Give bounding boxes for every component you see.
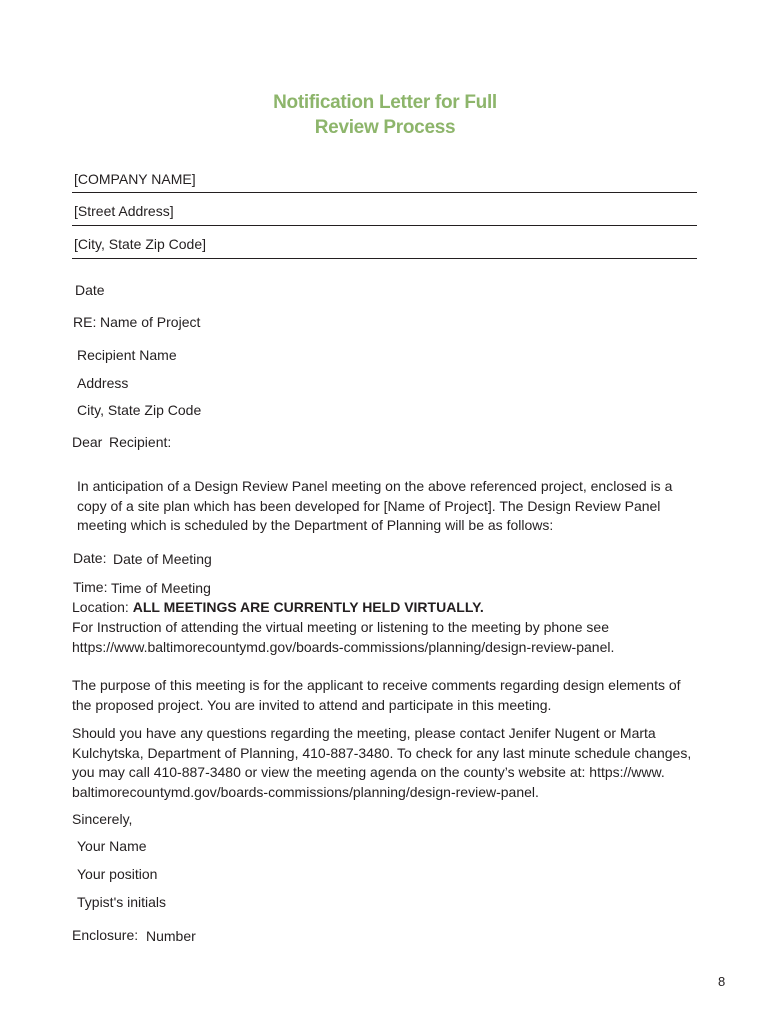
location-value: ALL MEETINGS ARE CURRENTLY HELD VIRTUALLY. <box>132 599 484 615</box>
meeting-date-label: Date: <box>73 550 107 566</box>
instructions-link[interactable]: https://www.baltimorecountymd.gov/boards-commissions/planning/design-review-panel. <box>72 638 615 655</box>
salutation-recipient-field[interactable]: Recipient: <box>109 434 172 450</box>
purpose-line: the proposed project. You are invited to attend and participate in this meeting. <box>72 696 552 713</box>
contact-paragraph <box>72 724 712 802</box>
re-label: RE: <box>73 314 97 330</box>
purpose-paragraph <box>72 676 712 715</box>
contact-line: Kulchytska, Department of Planning, 410-887-3480. To check for any last minute schedule changes, <box>72 744 692 761</box>
city-state-zip-rule <box>72 258 697 259</box>
signature-name-field[interactable]: Your Name <box>77 838 147 854</box>
meeting-instructions <box>72 618 712 657</box>
location-label: Location: <box>72 599 129 615</box>
intro-line: meeting which is scheduled by the Department of Planning will be as follows: <box>77 517 554 533</box>
meeting-date-field[interactable]: Date of Meeting <box>113 551 212 567</box>
recipient-address-field[interactable]: Address <box>77 375 129 391</box>
closing: Sincerely, <box>72 811 133 827</box>
contact-line: baltimorecountymd.gov/boards-commissions/planning/design-review-panel. <box>72 783 539 800</box>
signature-position-field[interactable]: Your position <box>77 866 158 882</box>
company-name-rule <box>72 192 697 193</box>
intro-paragraph <box>77 477 687 536</box>
city-state-zip-field[interactable]: [City, State Zip Code] <box>74 236 207 252</box>
company-name-field[interactable]: [COMPANY NAME] <box>74 171 196 187</box>
typist-initials-field[interactable]: Typist's initials <box>77 894 167 910</box>
intro-line: copy of a site plan which has been developed for [Name of Project]. The Design Review Panel <box>77 497 661 514</box>
meeting-time-label: Time: <box>73 579 108 595</box>
title-line-2: Review Process <box>314 117 456 138</box>
contact-line: Should you have any questions regarding the meeting, please contact Jenifer Nugent or Marta <box>72 725 656 741</box>
street-address-field[interactable]: [Street Address] <box>74 203 174 219</box>
title-line-1: Notification Letter for Full <box>273 92 497 113</box>
purpose-line: The purpose of this meeting is for the applicant to receive comments regarding design elements of <box>72 677 681 693</box>
page-number: 8 <box>718 974 726 989</box>
enclosure-label: Enclosure: <box>72 927 139 943</box>
enclosure-number-field[interactable]: Number <box>146 928 196 944</box>
date-field[interactable]: Date <box>75 282 105 298</box>
meeting-time-field[interactable]: Time of Meeting <box>111 580 211 596</box>
street-address-rule <box>72 225 697 226</box>
recipient-name-field[interactable]: Recipient Name <box>77 347 177 363</box>
intro-line: In anticipation of a Design Review Panel meeting on the above referenced project, enclosed is a <box>77 478 673 494</box>
contact-line: you may call 410-887-3480 or view the meeting agenda on the county’s website at: https://www. <box>72 764 665 780</box>
recipient-city-field[interactable]: City, State Zip Code <box>77 402 202 418</box>
instructions-line: For Instruction of attending the virtual meeting or listening to the meeting by phone see <box>72 619 609 635</box>
meeting-location <box>72 599 484 615</box>
project-name-field[interactable]: Name of Project <box>100 314 201 330</box>
letter-title <box>0 90 770 140</box>
salutation-label: Dear <box>72 434 103 450</box>
